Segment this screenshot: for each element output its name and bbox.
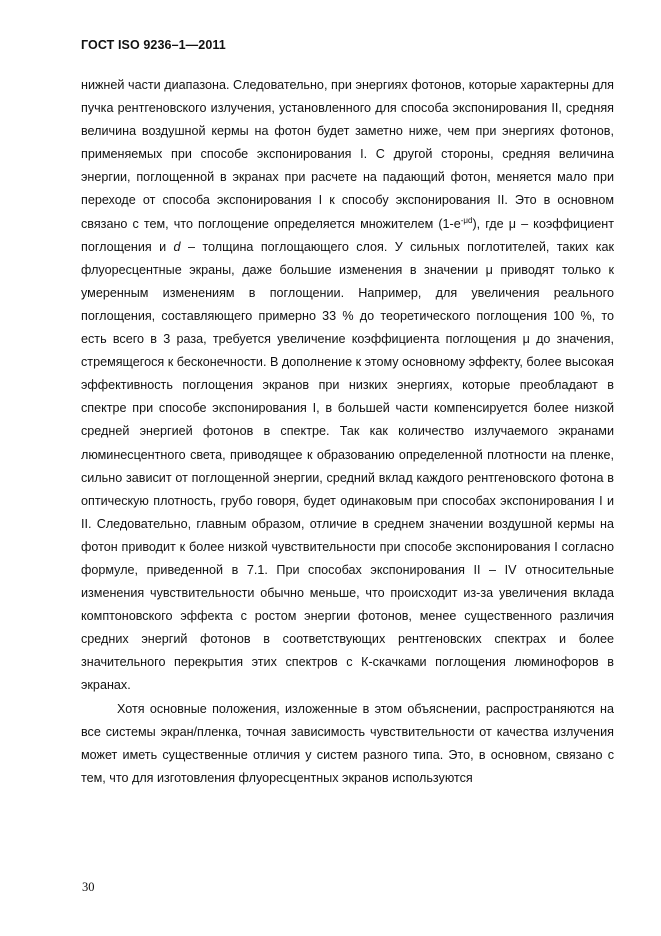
paragraph-2: Хотя основные положения, изложенные в этом объяснении, распространяются на все системы экран/пленка, точная зависимость чувствительности от качества излучения может иметь существенные отличия у систем разного типа. Это, в основном, связано с тем, что для изготовления флуоресцентных экранов используются — [81, 701, 614, 785]
exponent-mu-d: -μd — [460, 215, 473, 225]
document-header-id: ГОСТ ISO 9236–1—2011 — [81, 38, 226, 52]
paragraph-1 — [81, 74, 614, 698]
variable-d: d — [173, 239, 181, 254]
paragraph-1-part-b: ), где μ – коэффициент поглощения и — [81, 216, 614, 254]
paragraph-1-part-c: – толщина поглощающего слоя. У сильных поглотителей, таких как флуоресцентные экраны, даже большие изменения в значении μ приводят только к умеренным изменениям в поглощении. Например, для увеличения реального поглощения, составляющего примерно 33 % до теоретического поглощения 100 %, то есть всего в 3 раза, требуется увеличение коэффициента поглощения μ до значения, стремящегося к бесконечности. В дополнение к этому основному эффекту, более высокая эффективность поглощения экранов при низких энергиях, которые преобладают в спектре при способе экспонирования I, в большей части компенсируется более низкой средней энергией фотонов в спектре. Так как количество излучаемого экранами люминесцентного света, приводящее к образованию определенной плотности на пленке, сильно зависит от поглощенной энергии, средний вклад каждого рентгеновского фотона в оптическую плотность, грубо говоря, будет одинаковым при способах экспонирования I и II. Следовательно, главным образом, отличие в среднем значении воздушной кермы на фотон приводит к более низкой чувствительности при способе экспонирования I согласно формуле, приведенной в 7.1. При способах экспонирования II – IV относительные изменения чувствительности обычно меньше, что происходит из-за увеличения вклада комптоновского эффекта с ростом энергии фотонов, менее существенного различия средних энергий фотонов в соответствующих рентгеновских спектрах и более значительного перекрытия этих спектров с К-скачками поглощения люминофоров в экранах. — [81, 239, 614, 693]
page-number: 30 — [82, 880, 95, 894]
paragraph-1-part-a: нижней части диапазона. Следовательно, при энергиях фотонов, которые характерны для пучка рентгеновского излучения, установленного для способа экспонирования II, средняя величина воздушной кермы на фотон будет заметно ниже, чем при энергиях фотонов, применяемых при способе экспонирования I. С другой стороны, средняя величина энергии, поглощенной в экранах при расчете на падающий фотон, меняется мало при переходе от способа экспонирования I к способу экспонирования II. Это в основном связано с тем, что поглощение определяется множителем (1-e — [81, 78, 614, 231]
document-body — [81, 74, 614, 790]
